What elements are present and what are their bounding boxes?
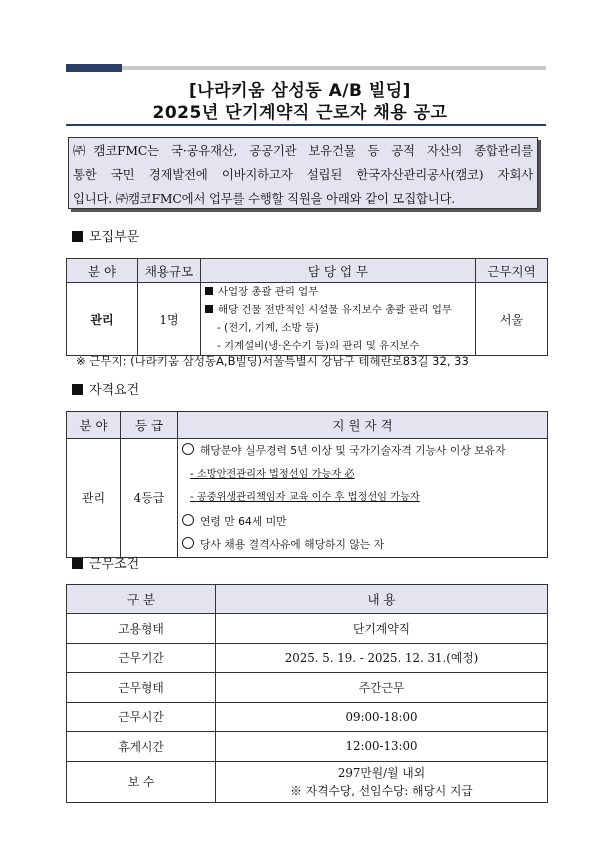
page-title-line1: [나라키움 삼성동 A/B 빌딩] xyxy=(189,81,411,101)
qual-subitem: - 공중위생관리책임자 교육 이수 후 법정선임 가능자 xyxy=(190,492,420,503)
cond-value: 2025. 5. 19. - 2025. 12. 31.(예정) xyxy=(216,643,548,673)
cond-label: 휴게시간 xyxy=(67,732,216,762)
qual-item: 당사 채용 결격사유에 해당하지 않는 자 xyxy=(182,533,547,557)
cond-label: 근무시간 xyxy=(67,702,216,732)
black-square-icon xyxy=(205,305,213,313)
black-square-icon xyxy=(205,287,213,295)
cond-value: 12:00-13:00 xyxy=(216,732,548,762)
page-title-line2: 2025년 단기계약직 근로자 채용 공고 xyxy=(152,103,448,123)
cond-label: 고용형태 xyxy=(67,614,216,644)
qual-grade: 4등급 xyxy=(121,439,178,558)
qual-item: 해당분야 실무경력 5년 이상 및 국가기술자격 기능사 이상 보유자 xyxy=(182,439,547,463)
title-underline xyxy=(66,124,546,126)
circle-bullet-icon xyxy=(182,514,194,526)
cond-header: 내 용 xyxy=(216,585,548,614)
duty-item: 해당 건물 전반적인 시설물 유지보수 총괄 관리 업무 xyxy=(205,301,475,319)
recruit-header: 채용규모 xyxy=(138,259,201,283)
section-heading-conditions: 근무조건 xyxy=(72,553,139,572)
recruit-header: 분 야 xyxy=(67,259,138,283)
recruit-header: 근무지역 xyxy=(476,259,548,283)
table-row xyxy=(67,643,548,673)
qual-header: 지 원 자 격 xyxy=(178,412,548,439)
workplace-note: ※ 근무지: (나라키움 삼성동A,B빌딩)서울특별시 강남구 테헤란로83길 32, 33 xyxy=(76,354,469,368)
duty-item: - 기계설비(냉·온수기 등)의 관리 및 유지보수 xyxy=(217,340,420,352)
recruit-count: 1명 xyxy=(138,283,201,356)
qual-subitem: - 소방안전관리자 법정선임 가능자 必 xyxy=(190,468,355,480)
table-row xyxy=(67,673,548,703)
section-heading-qualification: 자격요건 xyxy=(72,379,139,398)
recruit-header: 담 당 업 무 xyxy=(201,259,476,283)
qual-field: 관리 xyxy=(67,439,121,558)
qual-header: 분 야 xyxy=(67,412,121,439)
intro-line: 통한 국민 경제발전에 이바지하고자 설립된 한국자산관리공사(캠코) 자회사 xyxy=(73,167,533,182)
table-row xyxy=(67,702,548,732)
pay-label: 보 수 xyxy=(67,761,216,802)
duty-item: - (전기, 기계, 소방 등) xyxy=(217,322,319,334)
pay-value xyxy=(216,761,548,802)
qualification-table xyxy=(66,411,548,558)
intro-line: ㈜캠코FMC는 국·공유재산, 공공기관 보유건물 등 공적 자산의 종합관리를 xyxy=(73,143,533,158)
duty-item: 사업장 총괄 관리 업무 xyxy=(205,283,475,301)
recruit-field: 관리 xyxy=(67,283,138,356)
intro-line: 입니다. ㈜캠코FMC에서 업무를 수행할 직원을 아래와 같이 모집합니다. xyxy=(73,191,456,206)
circle-bullet-icon xyxy=(182,537,194,549)
circle-bullet-icon xyxy=(182,443,194,455)
cond-header: 구 분 xyxy=(67,585,216,614)
cond-value: 09:00-18:00 xyxy=(216,702,548,732)
pay-amount: 297만원/월 내외 xyxy=(337,765,426,780)
intro-box xyxy=(68,137,538,209)
black-square-icon xyxy=(72,231,83,242)
qual-item: 연령 만 64세 미만 xyxy=(182,510,547,534)
cond-value: 단기계약직 xyxy=(216,614,548,644)
table-row xyxy=(67,761,548,802)
black-square-icon xyxy=(72,558,83,569)
qual-header: 등 급 xyxy=(121,412,178,439)
table-row xyxy=(67,614,548,644)
black-square-icon xyxy=(72,384,83,395)
table-row xyxy=(67,732,548,762)
cond-value: 주간근무 xyxy=(216,673,548,703)
cond-label: 근무기간 xyxy=(67,643,216,673)
section-heading-recruit: 모집부문 xyxy=(72,226,139,245)
cond-label: 근무형태 xyxy=(67,673,216,703)
recruit-table xyxy=(66,258,548,356)
pay-note: ※ 자격수당, 선임수당: 해당시 지급 xyxy=(290,783,473,798)
qual-items xyxy=(178,439,548,558)
title-bar-dark xyxy=(66,64,122,72)
recruit-duties xyxy=(201,283,476,356)
recruit-region: 서울 xyxy=(476,283,548,356)
title-bar-light xyxy=(122,66,546,70)
title-decoration-bar xyxy=(66,64,546,72)
conditions-table xyxy=(66,584,548,803)
